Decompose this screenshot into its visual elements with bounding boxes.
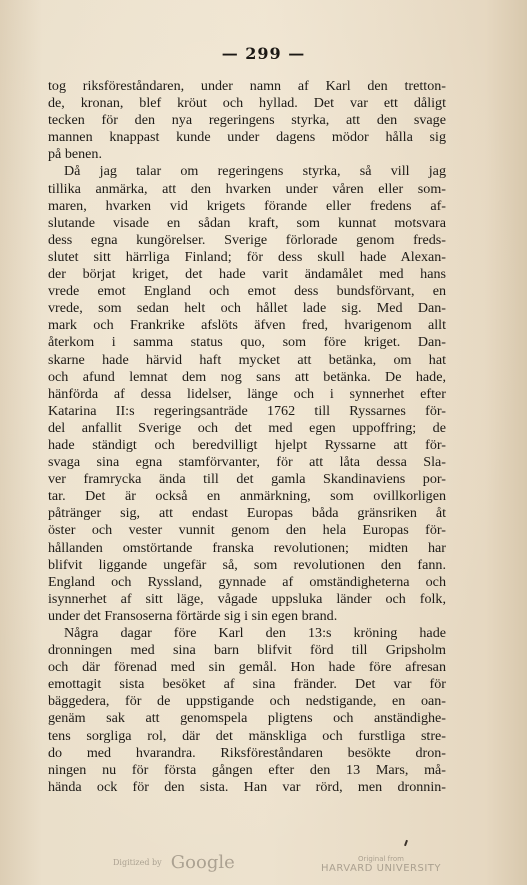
text-line: återkom i samma status quo, som före kriget. Dan- xyxy=(48,334,446,351)
text-line: påtränger sig, att endast Europas båda gränsriken åt xyxy=(48,505,446,522)
page-number: — 299 — xyxy=(221,44,306,63)
page-text xyxy=(48,78,446,796)
text-line: hänförda af dessa lidelser, länge och i synnerhet efter xyxy=(48,385,446,402)
original-from-label: Original from xyxy=(358,855,404,863)
text-line: slutet sitt härrliga Finland; för dess skull hade Alexan- xyxy=(48,248,446,265)
text-line: mark och Frankrike afslöts äfven fred, hvarigenom allt xyxy=(48,317,446,334)
text-line: Katarina II:s regeringsanträde 1762 till Ryssarnes för- xyxy=(48,402,446,419)
text-line: de, kronan, blef kröut och hyllad. Det var ett dåligt xyxy=(48,95,446,112)
ink-speck xyxy=(404,840,408,846)
text-line: vrede emot England och emot dess bundsförvant, en xyxy=(48,283,446,300)
text-line: tog riksföreståndaren, under namn af Karl den tretton- xyxy=(48,78,446,94)
text-line: slutande visade en sådan kraft, som kunnat motsvara xyxy=(48,214,446,231)
digitized-by-label: Digitized by xyxy=(113,858,162,867)
text-line: maren, hvarken vid krigets förande eller fredens af- xyxy=(48,197,446,214)
origin-watermark xyxy=(321,854,441,874)
institution-label: HARVARD UNIVERSITY xyxy=(321,863,442,874)
text-line: dess egna kungörelser. Sverige förlorade genom freds- xyxy=(48,231,446,248)
text-line: England och Ryssland, gynnade af omständigheterna och xyxy=(48,573,446,590)
text-line: genäm sak att genomspela pligtens och anständighe- xyxy=(48,710,446,727)
text-line: på benen. xyxy=(48,146,103,163)
text-line: isynnerhet af sitt läge, vågade uppsluka länder och folk, xyxy=(48,590,446,607)
text-line: tar. Det är också en anmärkning, som ovillkorligen xyxy=(48,488,446,505)
google-logo: Google xyxy=(170,852,235,873)
text-line: hade ständigt och beredvilligt hjelpt Ryssarne att för- xyxy=(48,436,446,453)
text-line: der börjat kriget, det hade varit ändamålet med hans xyxy=(48,266,446,283)
text-line: tecken för den nya regeringens styrka, att den svage xyxy=(48,112,446,129)
text-line: skarne hade härvid haft mycket att betänka, om hat xyxy=(48,351,446,368)
text-line: blifvit liggande ungefär så, som revolutionen den fann. xyxy=(48,556,446,573)
text-line: do med hvarandra. Riksföreståndaren besökte dron- xyxy=(48,744,446,761)
text-line: emottagit sista besöket af sina fränder. Det var för xyxy=(48,676,446,693)
text-line: hållanden omstörtande franska revolutionen; midten har xyxy=(48,539,446,556)
text-line: ningen nu för första gången efter den 13 Mars, må- xyxy=(48,761,446,778)
text-line: dronningen med sina barn blifvit förd till Gripsholm xyxy=(48,642,446,659)
text-line: under det Fransoserna förtärde sig i sin egen brand. xyxy=(48,607,338,624)
text-line: bäggedera, för de uppstigande och nedstigande, en oan- xyxy=(48,693,446,710)
text-line: Några dagar före Karl den 13:s kröning hade xyxy=(64,625,446,641)
text-line: och afund lemnat dem nog sans att betänka. De hade, xyxy=(48,368,446,385)
text-line: del anfallit Sverige och det med egen uppoffring; de xyxy=(48,419,446,436)
text-line: mannen knappast kunde under dagens mödor hålla sig xyxy=(48,129,446,146)
text-line: tillika anmärka, att den hvarken under våren eller som- xyxy=(48,180,446,197)
text-line: och där förenad med sin gemål. Hon hade före afresan xyxy=(48,659,446,676)
text-line: hända ock för den sista. Han var rörd, men dronnin- xyxy=(48,778,446,795)
text-line: vrede, som sedan helt och hållet lade sig. Med Dan- xyxy=(48,300,446,317)
digitization-footer xyxy=(0,852,527,880)
text-line: ver framrycka ända till det gamla Skandinaviens por- xyxy=(48,471,446,488)
text-line: Då jag talar om regeringens styrka, så vill jag xyxy=(64,163,446,180)
text-line: öster och vester vunnit genom den hela Europas för- xyxy=(48,522,446,539)
google-watermark xyxy=(113,852,235,873)
text-line: tens sorgliga rol, där det mänskliga och furstliga stre- xyxy=(48,727,446,744)
text-line: svaga sina egna stamförvanter, för att låta dessa Sla- xyxy=(48,454,446,471)
